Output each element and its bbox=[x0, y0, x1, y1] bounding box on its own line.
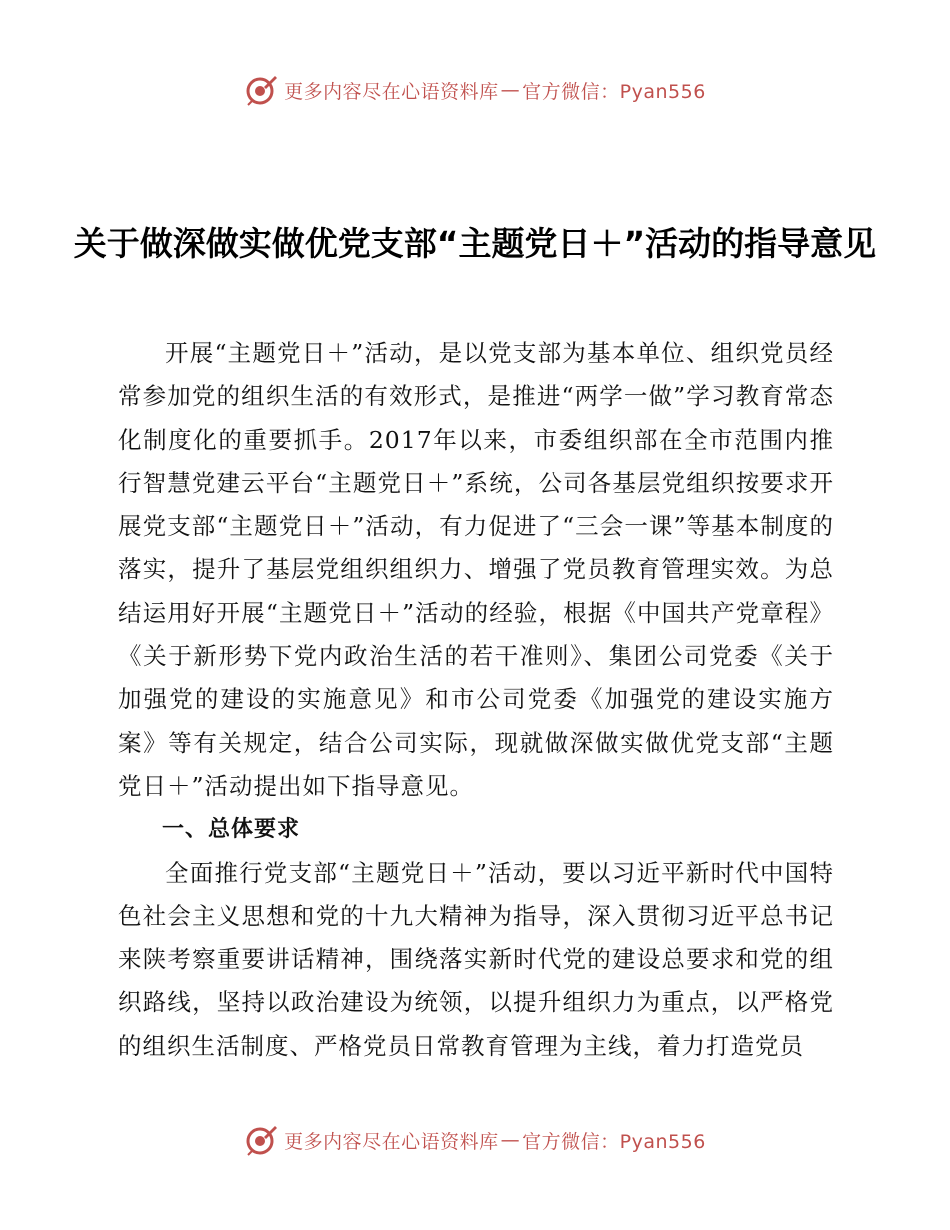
watermark-separator: — bbox=[500, 1129, 521, 1151]
watermark-site-text: 更多内容尽在心语资料库 bbox=[284, 1130, 499, 1153]
watermark-account-text: 官方微信：Pyan556 bbox=[522, 80, 706, 103]
section-1-heading: 一、总体要求 bbox=[162, 817, 301, 843]
footer-watermark-banner bbox=[0, 1122, 950, 1158]
header-watermark-banner bbox=[0, 72, 950, 108]
watermark-account-text: 官方微信：Pyan556 bbox=[522, 1130, 706, 1153]
watermark-separator: — bbox=[500, 79, 521, 101]
document-body bbox=[118, 332, 834, 1068]
watermark-site-text: 更多内容尽在心语资料库 bbox=[284, 80, 499, 103]
intro-paragraph: 开展“主题党日＋”活动，是以党支部为基本单位、组织党员经常参加党的组织生活的有效形式，是推进“两学一做”学习教育常态化制度化的重要抓手。2017年以来，市委组织部在全市范围内推行智慧党建云平台“主题党日＋”系统，公司各基层党组织按要求开展党支部“主题党日＋”活动，有力促进了“三会一课”等基本制度的落实，提升了基层党组织组织力、增强了党员教育管理实效。为总结运用好开展“主题党日＋”活动的经验，根据《中国共产党章程》《关于新形势下党内政治生活的若干准则》、集团公司党委《关于加强党的建设的实施意见》和市公司党委《加强党的建设实施方案》等有关规定，结合公司实际，现就做深做实做优党支部“主题党日＋”活动提出如下指导意见。 bbox=[118, 339, 834, 800]
seal-pen-logo-icon bbox=[244, 73, 278, 107]
seal-pen-logo-icon bbox=[244, 1123, 278, 1157]
document-title: 关于做深做实做优党支部“主题党日＋”活动的指导意见 bbox=[73, 224, 877, 263]
section-1-paragraph: 全面推行党支部“主题党日＋”活动，要以习近平新时代中国特色社会主义思想和党的十九大精神为指导，深入贯彻习近平总书记来陕考察重要讲话精神，围绕落实新时代党的建设总要求和党的组织路线，坚持以政治建设为统领，以提升组织力为重点，以严格党的组织生活制度、严格党员日常教育管理为主线，着力打造党员 bbox=[118, 858, 834, 1060]
